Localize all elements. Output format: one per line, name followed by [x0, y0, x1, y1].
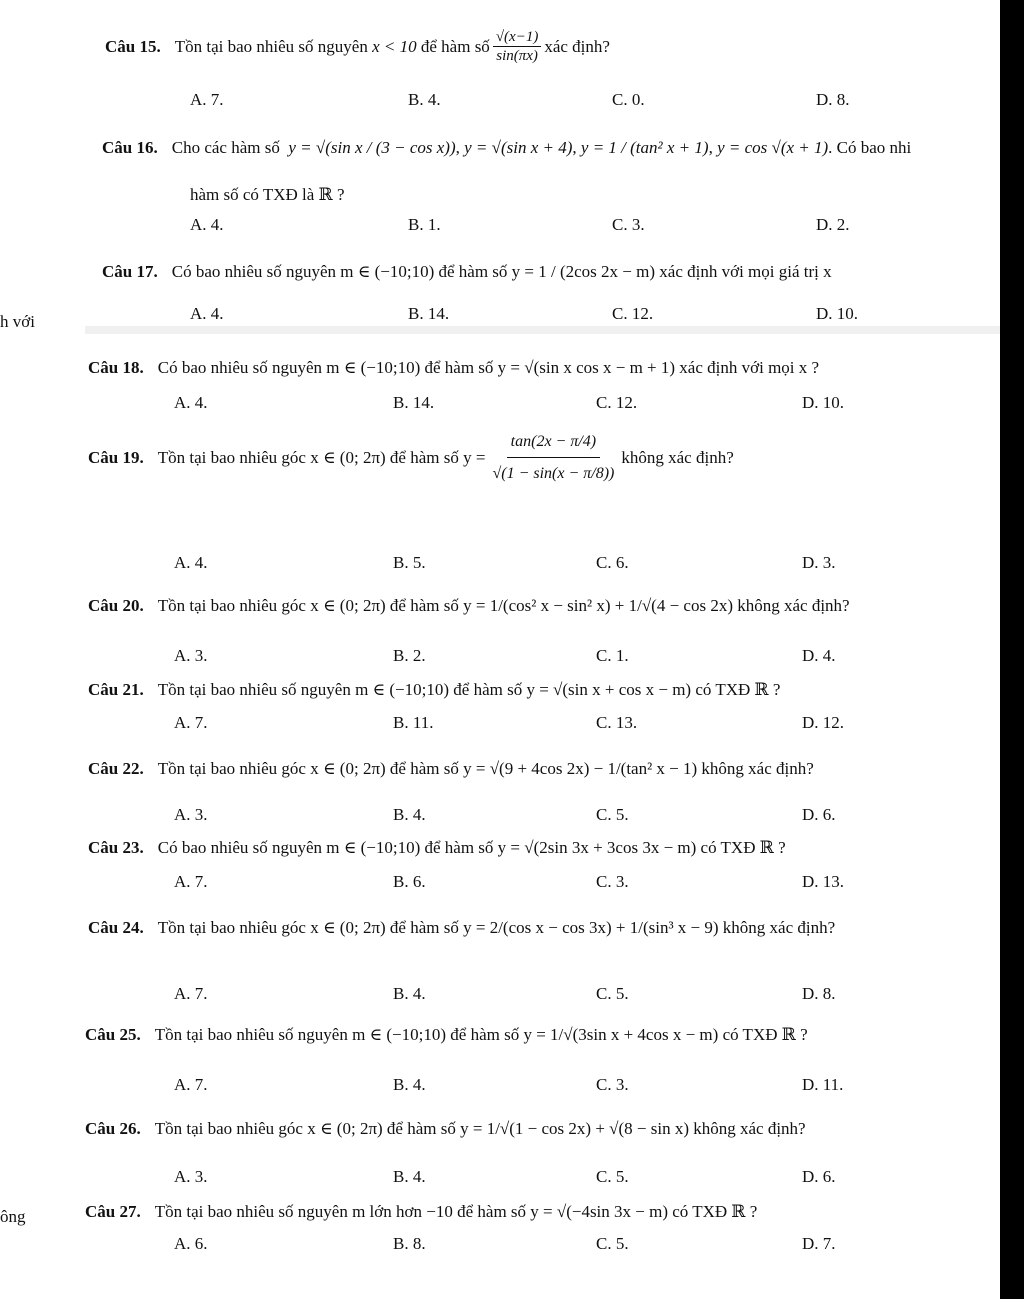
- question-number: Câu 19.: [88, 448, 144, 468]
- option-b[interactable]: B. 6.: [393, 872, 426, 891]
- question-number: Câu 27.: [85, 1202, 141, 1221]
- function-2: y = √(sin x + 4): [464, 138, 573, 157]
- option-c[interactable]: C. 3.: [596, 872, 629, 891]
- fraction: [488, 426, 618, 491]
- question-24: [88, 918, 835, 938]
- question-19: [88, 426, 734, 491]
- question-16: Câu 16. Cho các hàm số y = √(sin x / (3 − cos x)) , y = √(sin x + 4) , y = 1 / (tan² x + 1) , y = cos √(x + 1) . Có bao nhi: [102, 138, 912, 157]
- option-b[interactable]: B. 8.: [393, 1234, 426, 1253]
- option-a[interactable]: A. 3.: [174, 805, 208, 824]
- right-edge-bar: [1000, 0, 1024, 1299]
- option-d[interactable]: D. 6.: [802, 805, 836, 824]
- question-text: Tồn tại bao nhiêu số nguyên m ∈ (−10;10) để hàm số y = √(sin x + cos x − m) có TXĐ ℝ ?: [157, 680, 781, 699]
- option-b[interactable]: B. 4.: [393, 1075, 426, 1094]
- question-text: Tồn tại bao nhiêu số nguyên m ∈ (−10;10) để hàm số y = 1/√(3sin x + 4cos x − m) có TXĐ ℝ ?: [154, 1025, 808, 1044]
- question-number: Câu 20.: [88, 596, 144, 615]
- option-a[interactable]: A. 4.: [174, 553, 208, 572]
- fraction: [493, 28, 542, 67]
- question-number: Câu 24.: [88, 918, 144, 937]
- option-b[interactable]: B. 4.: [393, 805, 426, 824]
- numerator: tan(2x − π/4): [507, 426, 600, 458]
- question-text: Tồn tại bao nhiêu góc x ∈ (0; 2π) để hàm số y =: [157, 448, 486, 468]
- option-d[interactable]: D. 13.: [802, 872, 845, 891]
- option-d[interactable]: D. 8.: [816, 90, 850, 109]
- question-text: Tồn tại bao nhiêu số nguyên: [174, 37, 368, 57]
- function-3: y = 1 / (tan² x + 1): [580, 138, 709, 157]
- option-d[interactable]: D. 10.: [802, 393, 845, 412]
- condition: x < 10: [372, 37, 417, 57]
- option-b[interactable]: B. 14.: [393, 393, 435, 412]
- option-c[interactable]: C. 13.: [596, 713, 638, 732]
- scan-divider: [85, 326, 1000, 334]
- question-21: [88, 680, 780, 700]
- question-27: [85, 1202, 757, 1222]
- question-text: . Có bao nhi: [828, 138, 912, 157]
- option-a[interactable]: A. 3.: [174, 646, 208, 665]
- question-number: Câu 26.: [85, 1119, 141, 1138]
- option-b[interactable]: B. 4.: [408, 90, 441, 109]
- question-number: Câu 18.: [88, 358, 144, 377]
- question-text: không xác định?: [621, 448, 734, 468]
- option-c[interactable]: C. 5.: [596, 805, 629, 824]
- question-text: Tồn tại bao nhiêu góc x ∈ (0; 2π) để hàm số y = 1/√(1 − cos 2x) + √(8 − sin x) không xác định?: [154, 1119, 806, 1138]
- margin-text-left-2: ông: [0, 1207, 26, 1226]
- option-a[interactable]: A. 4.: [190, 215, 224, 234]
- numerator: √(x−1): [493, 28, 542, 47]
- question-text: Tồn tại bao nhiêu góc x ∈ (0; 2π) để hàm số y = 1/(cos² x − sin² x) + 1/√(4 − cos 2x) không xác định?: [157, 596, 850, 615]
- option-d[interactable]: D. 6.: [802, 1167, 836, 1186]
- option-a[interactable]: A. 4.: [174, 393, 208, 412]
- option-a[interactable]: A. 3.: [174, 1167, 208, 1186]
- option-a[interactable]: A. 7.: [174, 984, 208, 1003]
- option-c[interactable]: C. 6.: [596, 553, 629, 572]
- option-b[interactable]: B. 4.: [393, 984, 426, 1003]
- option-a[interactable]: A. 7.: [174, 713, 208, 732]
- option-a[interactable]: A. 7.: [174, 1075, 208, 1094]
- question-25: [85, 1025, 808, 1045]
- option-d[interactable]: D. 10.: [816, 304, 859, 323]
- question-text: để hàm số: [420, 37, 490, 57]
- question-text: Có bao nhiêu số nguyên m ∈ (−10;10) để hàm số y = √(2sin 3x + 3cos 3x − m) có TXĐ ℝ ?: [157, 838, 786, 857]
- question-text: xác định?: [544, 37, 610, 57]
- question-number: Câu 15.: [105, 37, 161, 57]
- option-d[interactable]: D. 11.: [802, 1075, 844, 1094]
- option-c[interactable]: C. 5.: [596, 1167, 629, 1186]
- option-a[interactable]: A. 6.: [174, 1234, 208, 1253]
- question-23: [88, 838, 786, 858]
- question-number: Câu 16.: [102, 138, 158, 157]
- option-c[interactable]: C. 5.: [596, 1234, 629, 1253]
- option-b[interactable]: B. 4.: [393, 1167, 426, 1186]
- question-26: [85, 1119, 806, 1139]
- question-17: [102, 262, 832, 282]
- question-number: Câu 17.: [102, 262, 158, 281]
- option-c[interactable]: C. 12.: [612, 304, 654, 323]
- question-22: [88, 759, 814, 779]
- option-c[interactable]: C. 3.: [612, 215, 645, 234]
- question-text: Tồn tại bao nhiêu góc x ∈ (0; 2π) để hàm số y = √(9 + 4cos 2x) − 1/(tan² x − 1) không xác định?: [157, 759, 814, 778]
- question-text: Có bao nhiêu số nguyên m ∈ (−10;10) để hàm số y = 1 / (2cos 2x − m) xác định với mọi giá trị x: [171, 262, 832, 281]
- option-b[interactable]: B. 1.: [408, 215, 441, 234]
- option-d[interactable]: D. 3.: [802, 553, 836, 572]
- option-b[interactable]: B. 14.: [408, 304, 450, 323]
- question-18: [88, 358, 819, 378]
- option-a[interactable]: A. 4.: [190, 304, 224, 323]
- question-text: Tồn tại bao nhiêu số nguyên m lớn hơn −10 để hàm số y = √(−4sin 3x − m) có TXĐ ℝ ?: [154, 1202, 758, 1221]
- question-number: Câu 25.: [85, 1025, 141, 1044]
- option-c[interactable]: C. 3.: [596, 1075, 629, 1094]
- function-1: y = √(sin x / (3 − cos x)): [288, 138, 456, 157]
- question-15: [105, 28, 610, 67]
- option-d[interactable]: D. 12.: [802, 713, 845, 732]
- option-c[interactable]: C. 1.: [596, 646, 629, 665]
- option-d[interactable]: D. 2.: [816, 215, 850, 234]
- question-20: [88, 596, 850, 616]
- question-text: Có bao nhiêu số nguyên m ∈ (−10;10) để hàm số y = √(sin x cos x − m + 1) xác định với mọi x ?: [157, 358, 820, 377]
- option-c[interactable]: C. 0.: [612, 90, 645, 109]
- denominator: √(1 − sin(x − π/8)): [492, 465, 615, 483]
- function-4: y = cos √(x + 1): [717, 138, 829, 157]
- option-c[interactable]: C. 12.: [596, 393, 638, 412]
- question-text: Cho các hàm số: [171, 138, 280, 157]
- question-16-line-2: hàm số có TXĐ là ℝ ?: [190, 185, 345, 204]
- option-d[interactable]: D. 8.: [802, 984, 836, 1003]
- option-a[interactable]: A. 7.: [174, 872, 208, 891]
- question-number: Câu 21.: [88, 680, 144, 699]
- option-d[interactable]: D. 4.: [802, 646, 836, 665]
- option-b[interactable]: B. 11.: [393, 713, 434, 732]
- question-number: Câu 23.: [88, 838, 144, 857]
- option-d[interactable]: D. 7.: [802, 1234, 836, 1253]
- question-number: Câu 22.: [88, 759, 144, 778]
- option-c[interactable]: C. 5.: [596, 984, 629, 1003]
- denominator: sin(πx): [496, 48, 538, 64]
- margin-text-left: h với: [0, 312, 35, 331]
- option-a[interactable]: A. 7.: [190, 90, 224, 109]
- question-text: Tồn tại bao nhiêu góc x ∈ (0; 2π) để hàm số y = 2/(cos x − cos 3x) + 1/(sin³ x − 9) không xác định?: [157, 918, 836, 937]
- option-b[interactable]: B. 5.: [393, 553, 426, 572]
- option-b[interactable]: B. 2.: [393, 646, 426, 665]
